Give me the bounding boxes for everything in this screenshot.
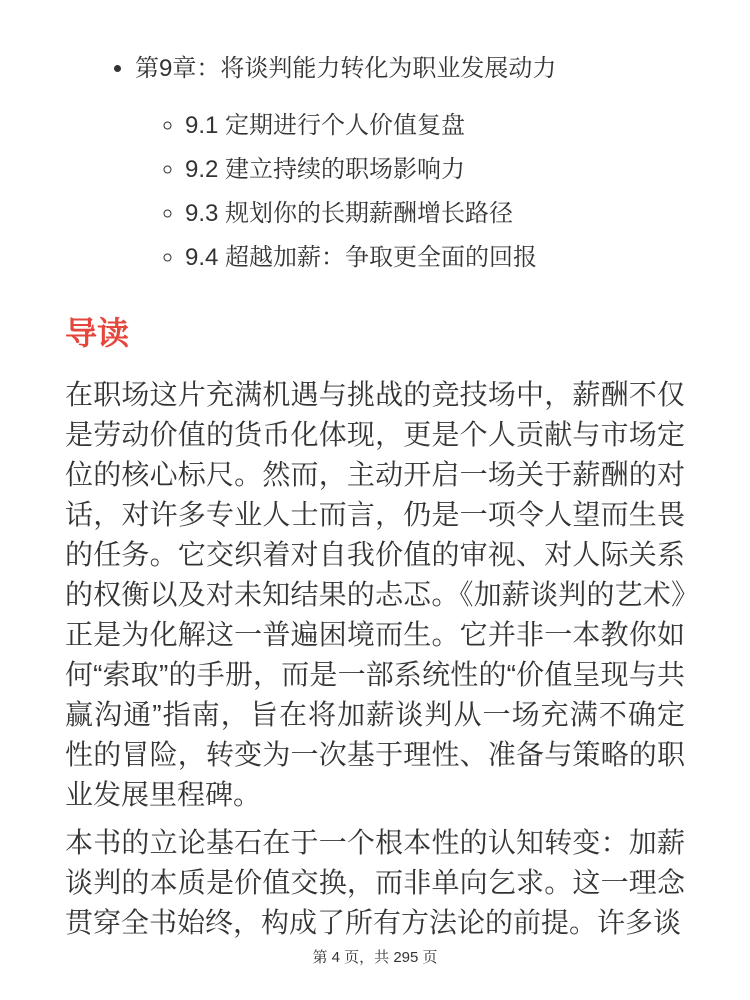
page-indicator: 第 4 页，共 295 页 [312,949,438,966]
section-heading: 导读 [65,315,130,351]
toc-section-item [185,244,685,272]
toc-section-label: 9.1 定期进行个人价值复盘 [185,112,466,139]
toc-section-label: 9.2 建立持续的职场影响力 [185,156,466,183]
toc-chapter-item [135,55,685,272]
body-paragraph: 在职场这片充满机遇与挑战的竞技场中，薪酬不仅是劳动价值的货币化体现，更是个人贡献与市场定位的核心标尺。然而，主动开启一场关于薪酬的对话，对许多专业人士而言，仍是一项令人望而生畏的任务。它交织着对自我价值的审视、对人际关系的权衡以及对未知结果的忐忑。《加薪谈判的艺术》正是为化解这一普遍困境而生。它并非一本教你如何“索取”的手册，而是一部系统性的“价值呈现与共赢沟通”指南，旨在将加薪谈判从一场充满不确定性的冒险，转变为一次基于理性、准备与策略的职业发展里程碑。 [65,379,685,810]
toc-section-list [135,112,685,272]
toc-chapter-label: 第9章：将谈判能力转化为职业发展动力 [135,55,557,82]
toc-section-label: 9.4 超越加薪：争取更全面的回报 [185,244,538,271]
toc-section-item [185,156,685,184]
toc-section-label: 9.3 规划你的长期薪酬增长路径 [185,200,514,227]
toc-section-item [185,112,685,140]
body-paragraph: 本书的立论基石在于一个根本性的认知转变：加薪谈判的本质是价值交换，而非单向乞求。这一理念贯穿全书始终，构成了所有方法论的前提。许多谈 [65,827,685,938]
toc-section-item [185,200,685,228]
toc-list [65,55,685,272]
